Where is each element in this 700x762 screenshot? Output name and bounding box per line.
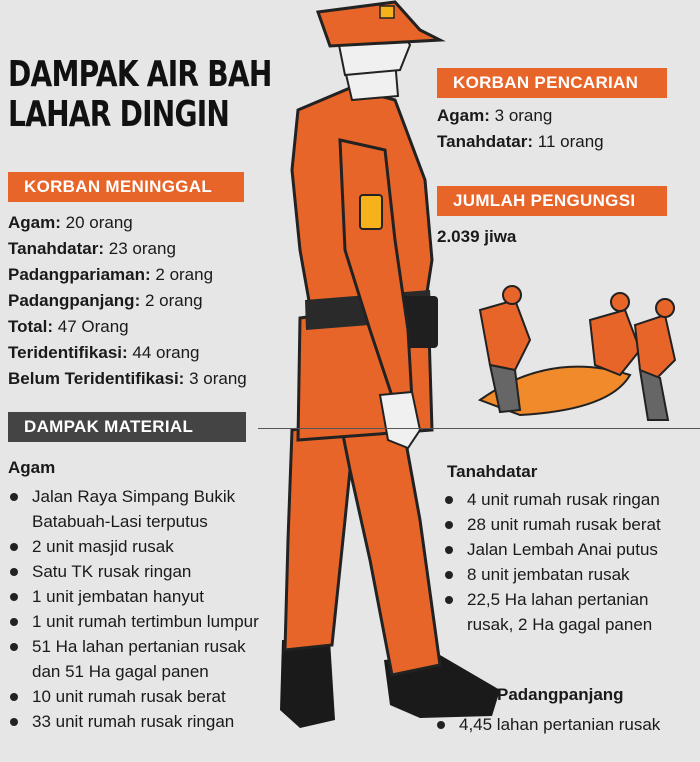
list-item: Teridentifikasi: 44 orang	[8, 343, 200, 362]
padangpanjang-heading: Padangpanjang	[497, 685, 624, 704]
list-item: dan 51 Ha gagal panen	[32, 662, 209, 681]
list-item: 33 unit rumah rusak ringan	[6, 709, 259, 734]
list-item: 28 unit rumah rusak berat	[441, 512, 661, 537]
list-item: Padangpariaman: 2 orang	[8, 265, 214, 284]
list-item: Agam: 3 orang	[437, 106, 553, 125]
korban-pencarian-heading: KORBAN PENCARIAN	[437, 68, 667, 98]
agam-heading: Agam	[8, 458, 56, 477]
korban-meninggal-heading: KORBAN MENINGGAL	[8, 172, 244, 202]
title-line-1: DAMPAK AIR BAH	[8, 54, 272, 95]
list-item: Jalan Raya Simpang Bukik	[6, 484, 259, 509]
list-item: 22,5 Ha lahan pertanian	[441, 587, 661, 612]
list-item: Satu TK rusak ringan	[6, 559, 259, 584]
list-item: 2 unit masjid rusak	[6, 534, 259, 559]
page-title	[8, 55, 272, 135]
list-item: 4 unit rumah rusak ringan	[441, 487, 661, 512]
list-item: 10 unit rumah rusak berat	[6, 684, 259, 709]
dampak-material-heading: DAMPAK MATERIAL	[8, 412, 246, 442]
list-item: 1 unit rumah tertimbun lumpur	[6, 609, 259, 634]
jumlah-pengungsi-value: 2.039 jiwa	[437, 227, 517, 246]
list-item: Belum Teridentifikasi: 3 orang	[8, 369, 247, 388]
list-item: 51 Ha lahan pertanian rusak	[6, 634, 259, 659]
jumlah-pengungsi-heading: JUMLAH PENGUNGSI	[437, 186, 667, 216]
list-item: Jalan Lembah Anai putus	[441, 537, 661, 562]
list-item: Total: 47 Orang	[8, 317, 129, 336]
list-item: Agam: 20 orang	[8, 213, 133, 232]
tanahdatar-list	[441, 487, 661, 637]
list-item: 4,45 lahan pertanian rusak	[433, 712, 660, 737]
list-item: Tanahdatar: 11 orang	[437, 132, 604, 151]
divider	[258, 428, 700, 429]
list-item: 8 unit jembatan rusak	[441, 562, 661, 587]
tanahdatar-heading: Tanahdatar	[447, 462, 538, 481]
agam-list	[6, 484, 259, 734]
list-item: Batabuah-Lasi terputus	[32, 512, 208, 531]
evacuation-illustration	[460, 280, 690, 430]
list-item: Tanahdatar: 23 orang	[8, 239, 176, 258]
list-item: rusak, 2 Ha gagal panen	[467, 615, 653, 634]
padangpanjang-list	[433, 712, 660, 737]
title-line-2: LAHAR DINGIN	[8, 94, 230, 135]
list-item: 1 unit jembatan hanyut	[6, 584, 259, 609]
list-item: Padangpanjang: 2 orang	[8, 291, 203, 310]
